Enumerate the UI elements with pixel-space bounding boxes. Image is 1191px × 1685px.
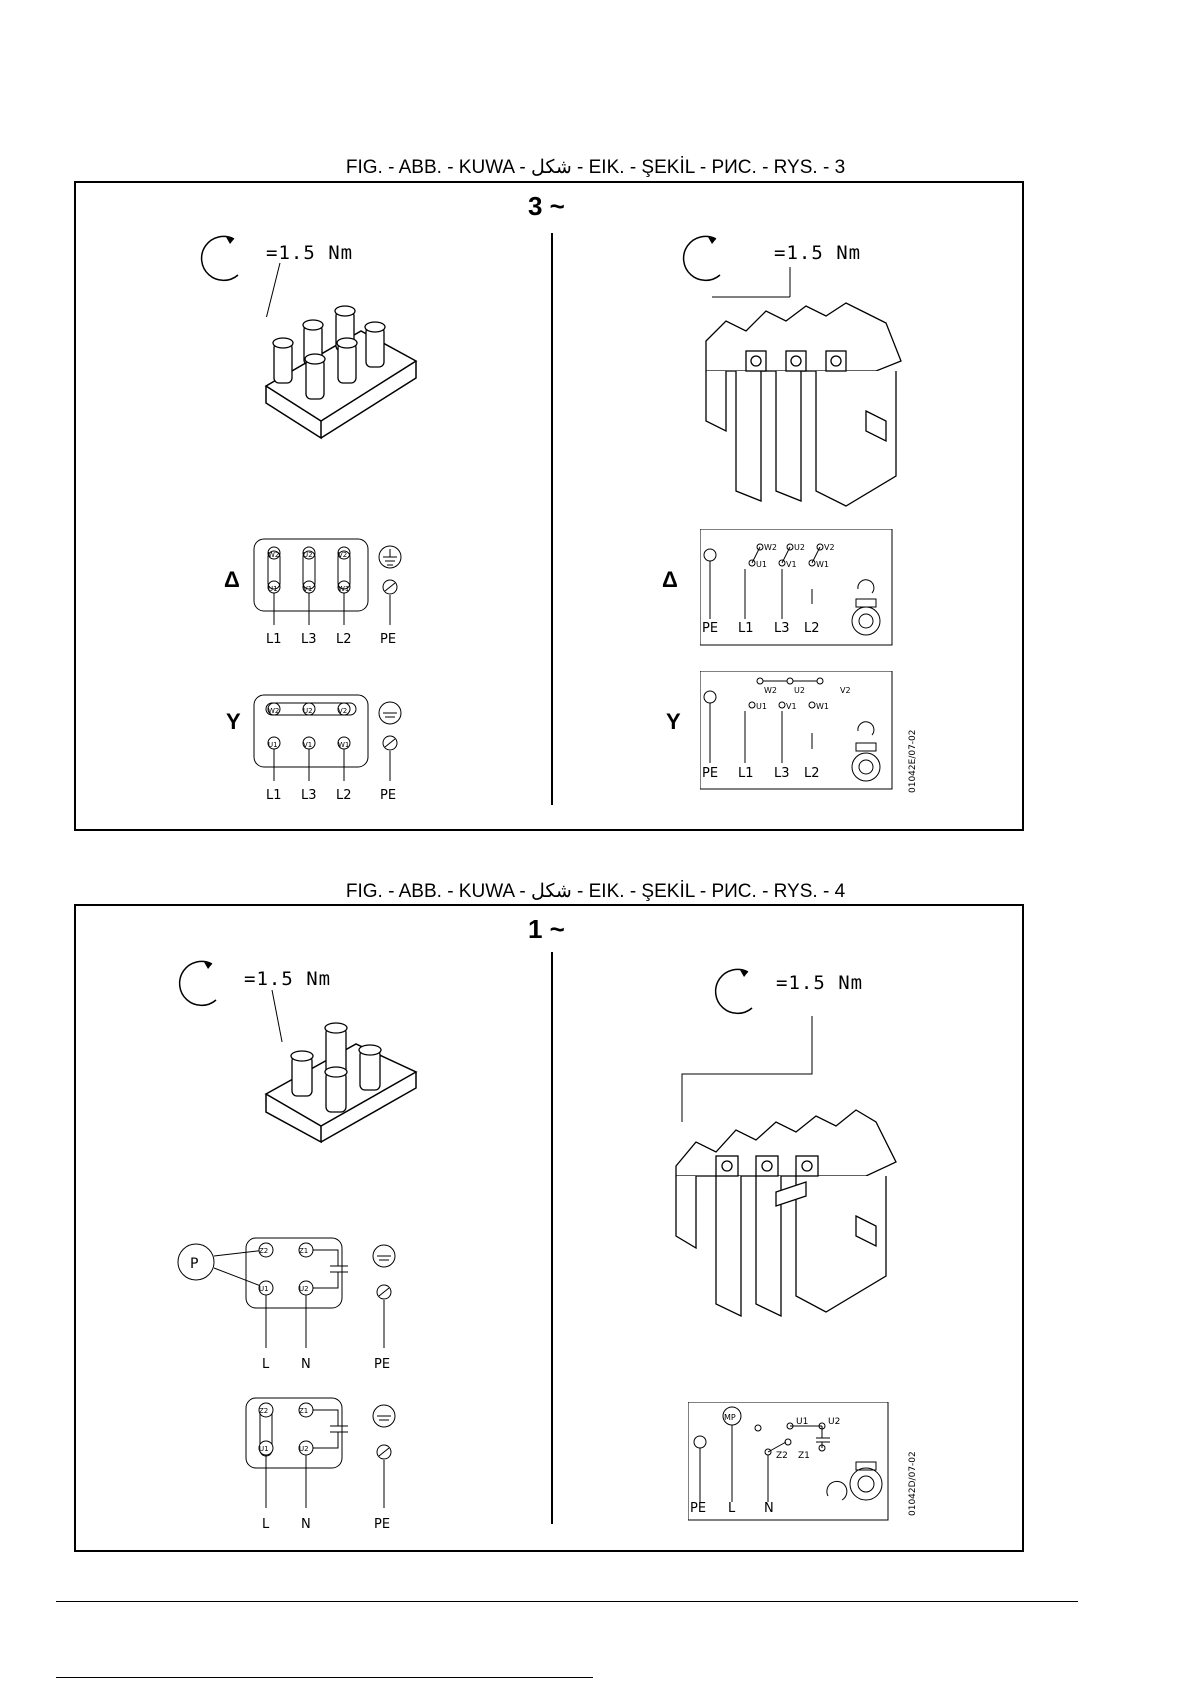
fig3-ld-t2: V2: [338, 551, 348, 559]
fig3-drawing-code: 01042E/07-02: [908, 729, 918, 793]
fig3-ls-b1: V1: [303, 741, 313, 749]
fig3-rs-b1: V1: [786, 702, 797, 711]
fig4-lp-t0: Z2: [259, 1247, 269, 1255]
fig3-panel: [74, 181, 1024, 831]
fig3-rs-t1: U2: [794, 686, 805, 695]
fig3-ls-l3: PE: [380, 788, 397, 803]
fig4-lp-b0: U1: [259, 1285, 269, 1293]
fig4-divider: [551, 952, 553, 1524]
fig3-ld-l0: L1: [266, 632, 282, 647]
fig4-left-torque: =1.5 Nm: [244, 968, 332, 990]
fig4-lq-t1: Z1: [299, 1407, 309, 1415]
fig3-rd-l0: PE: [702, 621, 719, 636]
fig4-caption: FIG. - ABB. - KUWA - شكل - EIK. - ŞEKİL - РИС. - RYS. - 4: [345, 881, 846, 902]
fig4-r-t1: U2: [828, 1417, 841, 1427]
fig3-rs-b0: U1: [756, 702, 767, 711]
fig4-r-l1: L: [728, 1501, 736, 1516]
fig4-lp-p: P: [190, 1256, 199, 1272]
fig4-lp-t1: Z1: [299, 1247, 309, 1255]
fig3-rs-l3: L2: [804, 766, 820, 781]
fig4-r-t2: Z2: [776, 1451, 788, 1461]
fig4-lp-l1: N: [301, 1357, 311, 1372]
fig3-left-delta-diagram: [252, 537, 452, 657]
fig3-ls-l2: L2: [336, 788, 352, 803]
fig4-lq-l2: PE: [374, 1517, 391, 1532]
fig3-left-star-symbol: Y: [226, 709, 241, 734]
fig3-right-delta-symbol: Δ: [662, 567, 678, 592]
fig3-ld-b0: U1: [268, 585, 278, 593]
fig3-right-terminal-strip: [686, 301, 986, 511]
fig3-left-torque: =1.5 Nm: [266, 242, 354, 264]
fig4-lp-l0: L: [262, 1357, 270, 1372]
fig4-r-l2: N: [764, 1501, 774, 1516]
fig3-ld-l2: L2: [336, 632, 352, 647]
footer-short-rule: [56, 1677, 593, 1678]
fig4-lq-l0: L: [262, 1517, 270, 1532]
fig3-ld-l3: PE: [380, 632, 397, 647]
fig3-rd-l2: L3: [774, 621, 790, 636]
fig3-ls-b0: U1: [268, 741, 278, 749]
fig3-left-star-diagram: [252, 693, 452, 813]
fig3-phase-label: 3 ~: [528, 191, 565, 221]
fig3-rd-t2: V2: [824, 543, 835, 552]
fig3-rs-l2: L3: [774, 766, 790, 781]
fig3-ls-t2: V2: [338, 707, 348, 715]
fig3-rd-t0: W2: [764, 543, 777, 552]
fig3-rs-l0: PE: [702, 766, 719, 781]
fig3-rs-t0: W2: [764, 686, 777, 695]
fig3-left-delta-symbol: Δ: [224, 567, 240, 592]
fig4-right-torque: =1.5 Nm: [776, 972, 864, 994]
fig3-ls-b2: W1: [338, 741, 350, 749]
fig3-ls-l0: L1: [266, 788, 282, 803]
fig3-rs-b2: W1: [816, 702, 829, 711]
fig4-lp-b1: U2: [299, 1285, 309, 1293]
fig4-r-l0: PE: [690, 1501, 707, 1516]
fig3-ld-t0: W2: [268, 551, 280, 559]
fig3-rd-b0: U1: [756, 560, 767, 569]
fig3-ld-b2: W1: [338, 585, 350, 593]
footer-rule: [56, 1601, 1078, 1602]
fig4-lq-b0: U1: [259, 1445, 269, 1453]
fig4-left-terminal-block: [256, 1014, 426, 1144]
fig4-r-t0: U1: [796, 1417, 809, 1427]
fig3-right-torque: =1.5 Nm: [774, 242, 862, 264]
fig3-right-star-diagram: [700, 671, 900, 795]
fig4-right-terminal-strip: [656, 1066, 996, 1326]
fig4-left-p-diagram: [176, 1236, 456, 1376]
fig3-rd-l3: L2: [804, 621, 820, 636]
fig4-r-mp: MP: [724, 1413, 736, 1422]
fig3-ld-t1: U2: [303, 551, 313, 559]
fig3-rs-t2: V2: [840, 686, 851, 695]
fig4-r-t3: Z1: [798, 1451, 810, 1461]
fig3-ls-l1: L3: [301, 788, 317, 803]
fig3-rd-l1: L1: [738, 621, 754, 636]
fig4-lq-t0: Z2: [259, 1407, 269, 1415]
fig4-left-plain-diagram: [244, 1396, 464, 1536]
fig3-ld-b1: V1: [303, 585, 313, 593]
fig3-ls-t1: U2: [303, 707, 313, 715]
fig3-left-terminal-block: [256, 291, 426, 441]
fig4-right-diagram: [688, 1402, 898, 1526]
fig4-drawing-code: 01042D/07-02: [908, 1451, 918, 1516]
fig3-rd-b2: W1: [816, 560, 829, 569]
fig3-right-star-symbol: Y: [666, 709, 681, 734]
fig4-lq-b1: U2: [299, 1445, 309, 1453]
fig3-caption: FIG. - ABB. - KUWA - شكل - EIK. - ŞEKİL - РИС. - RYS. - 3: [345, 157, 846, 178]
fig4-lp-l2: PE: [374, 1357, 391, 1372]
fig4-lq-l1: N: [301, 1517, 311, 1532]
fig3-right-delta-diagram: [700, 529, 900, 649]
fig3-ls-t0: W2: [268, 707, 280, 715]
fig3-rd-t1: U2: [794, 543, 805, 552]
fig3-divider: [551, 233, 553, 805]
fig3-rs-l1: L1: [738, 766, 754, 781]
fig4-panel: [74, 904, 1024, 1552]
fig3-rd-b1: V1: [786, 560, 797, 569]
fig3-ld-l1: L3: [301, 632, 317, 647]
fig4-phase-label: 1 ~: [528, 914, 565, 944]
